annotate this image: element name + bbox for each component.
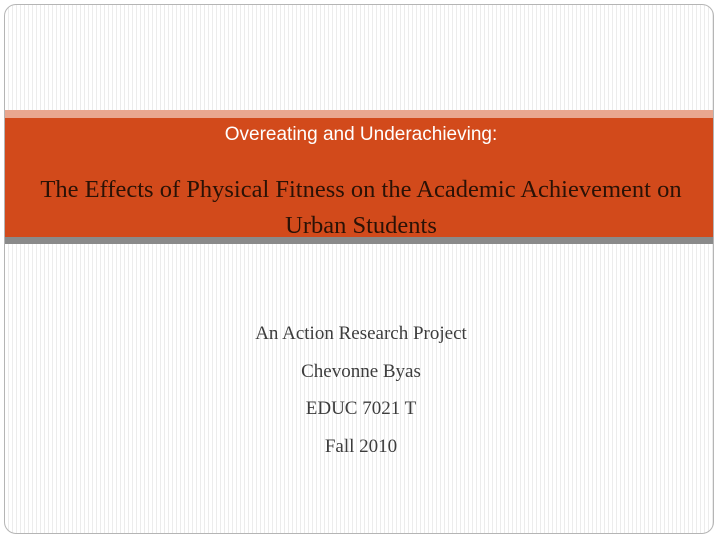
slide-title-line2: The Effects of Physical Fitness on the Academic Achievement on Urban Students	[40, 176, 682, 239]
slide-title-line1: Overeating and Underachieving:	[224, 124, 498, 145]
slide-subtitle	[5, 315, 714, 465]
subtitle-project: An Action Research Project	[255, 323, 467, 344]
subtitle-course: EDUC 7021 T	[305, 398, 417, 419]
subtitle-author: Chevonne Byas	[301, 360, 421, 382]
slide	[4, 4, 714, 534]
title-band-top-stripe	[5, 110, 713, 118]
subtitle-term: Fall 2010	[324, 435, 398, 457]
